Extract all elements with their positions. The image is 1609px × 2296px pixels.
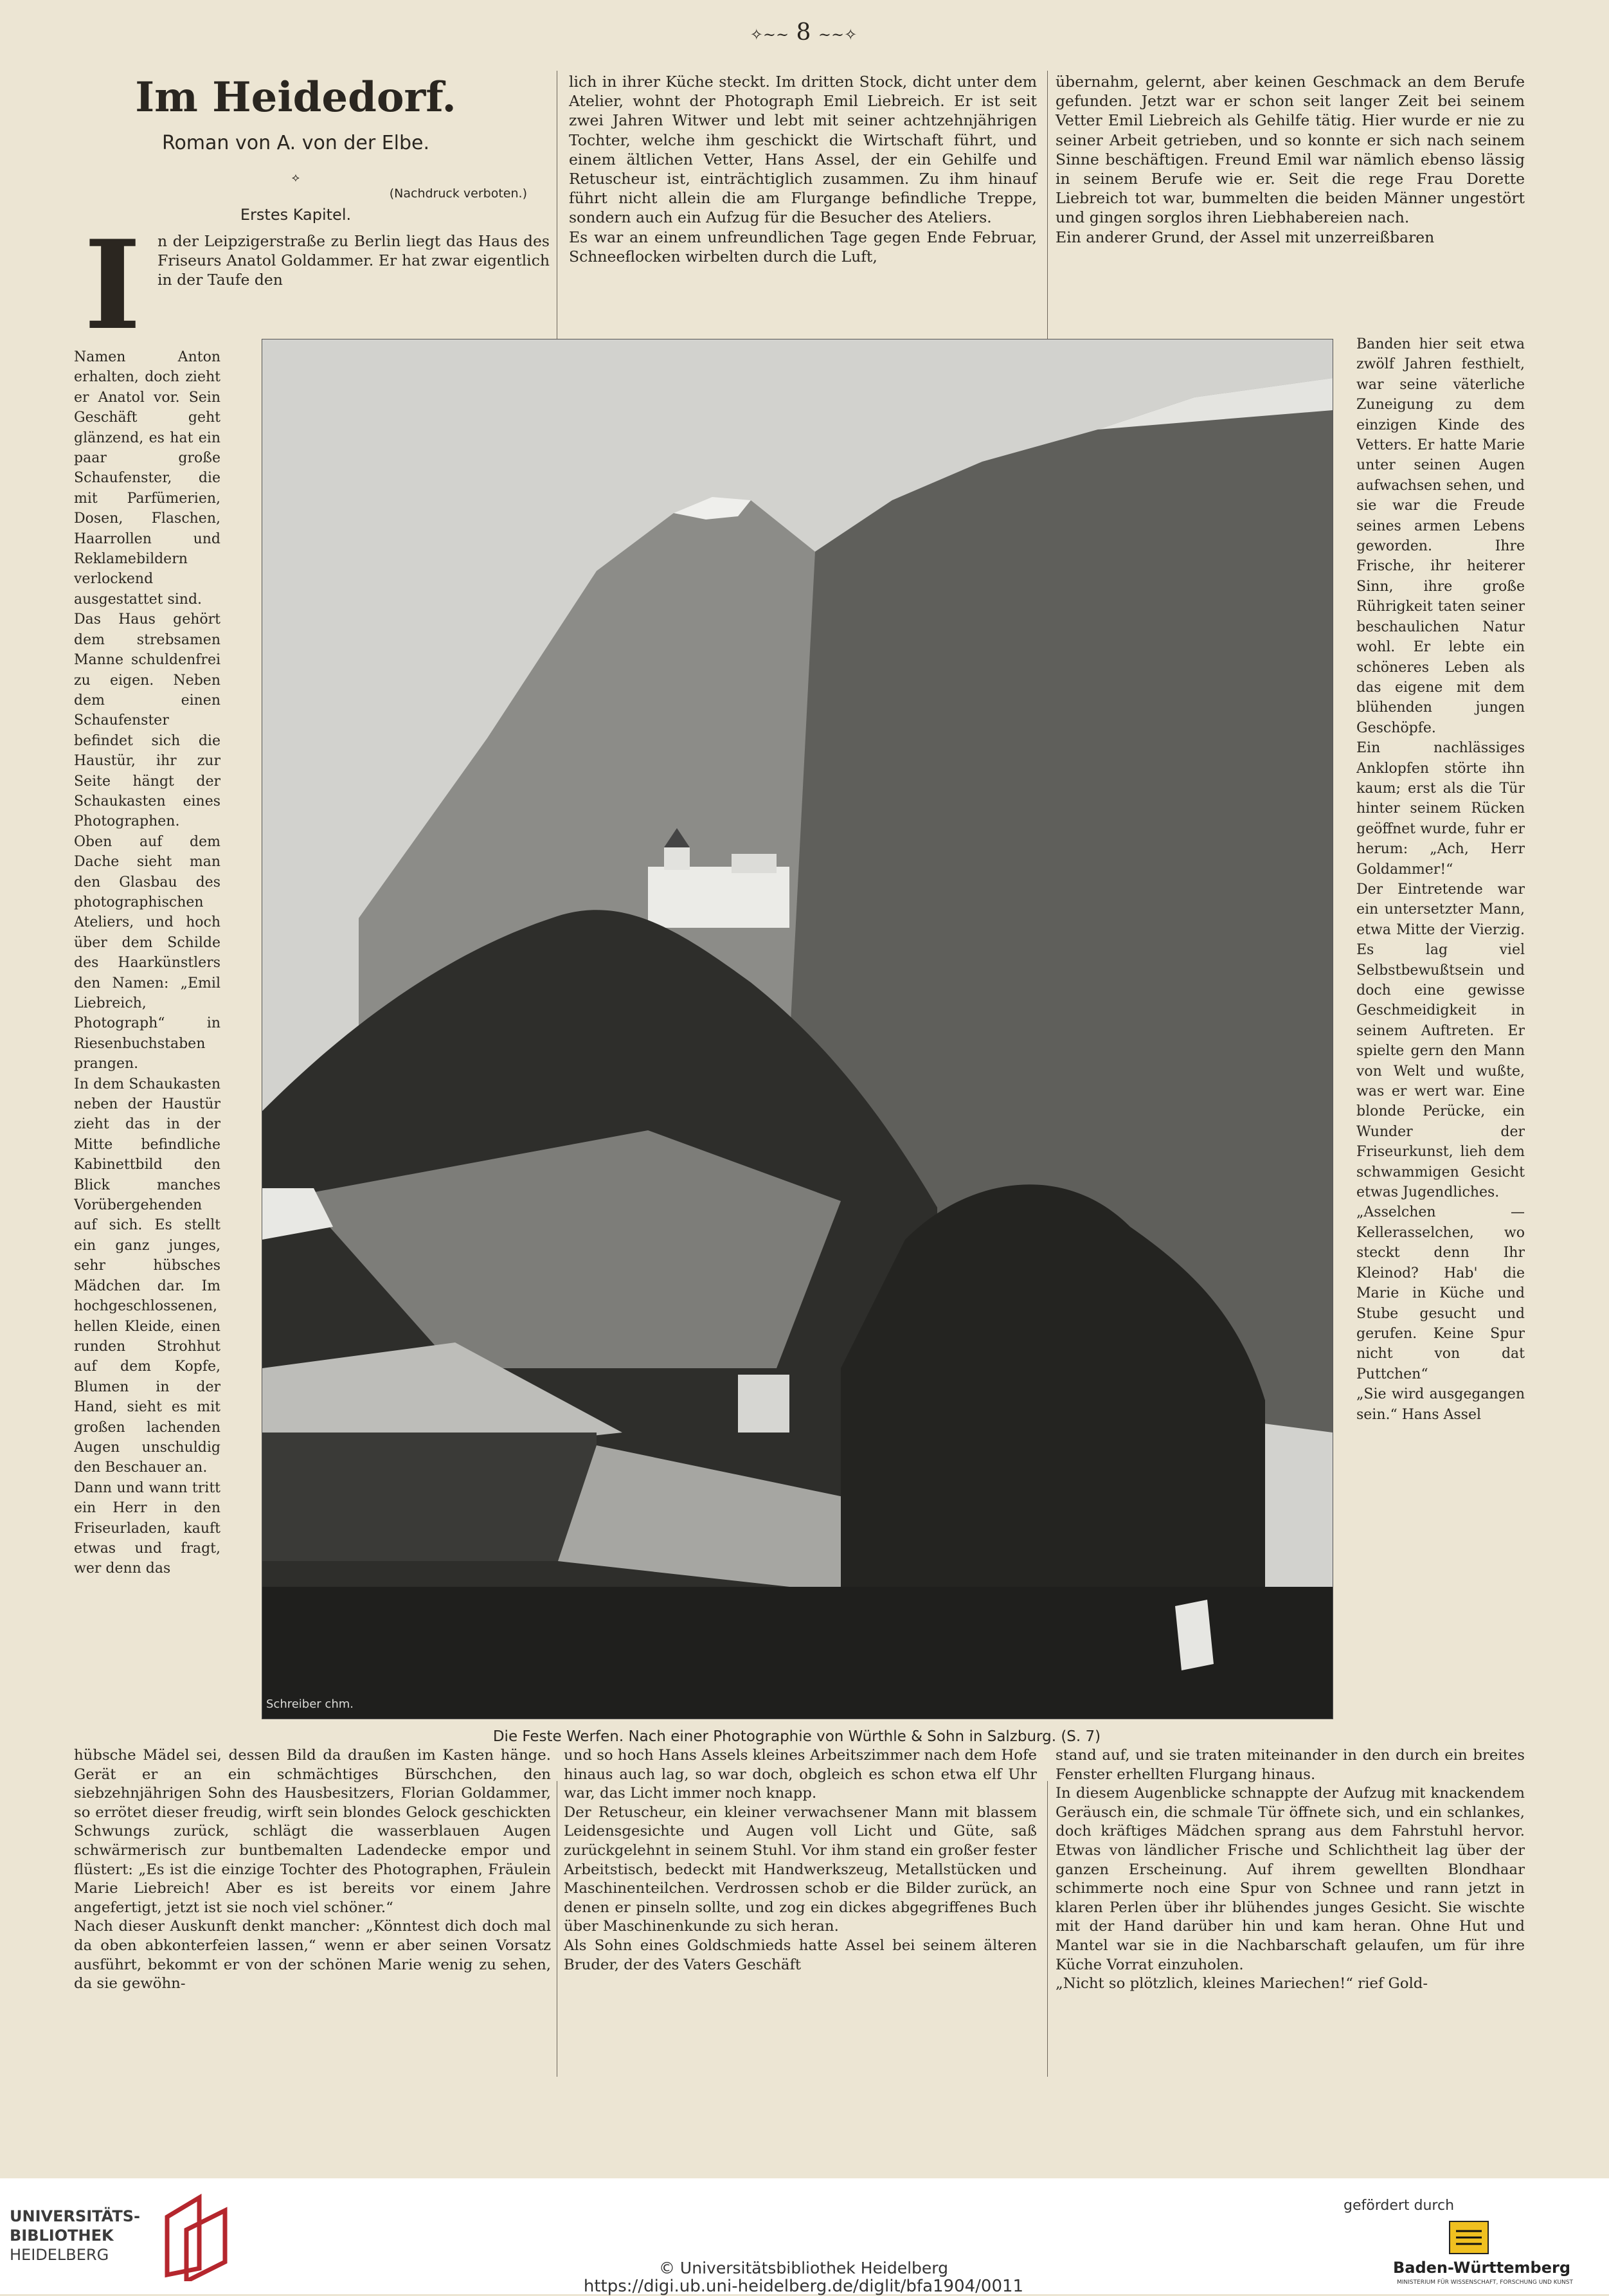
foreground-shape [262, 1587, 1333, 1719]
page-number: 8 [796, 19, 811, 46]
state-coat-of-arms-icon [1446, 2218, 1491, 2257]
drop-cap: I [84, 213, 141, 357]
copyright-note: (Nachdruck verboten.) [389, 186, 527, 201]
article-title: Im Heidedorf. [135, 73, 456, 122]
column-1-intro-text: n der Leipzigerstraße zu Berlin liegt das Haus des Friseurs Anatol Goldammer. Er hat zwar eigentlich in der Taufe den [157, 232, 550, 289]
column-2-bottom-text: und so hoch Hans Assels kleines Arbeitszimmer nach dem Hofe hinaus auch lag, so war doch, obgleich es schon etwa elf Uhr war, das Licht immer noch knapp. Der Retuscheur, ein kleiner verwachsener Mann mit blassem Leidensgesichte und Augen voll Licht und Güte, saß zurückgelehnt in seinem Stuhl. Vor ihm stand ein großer fester Arbeitstisch, bedeckt mit Handwerkszeug, Metallstücken und Maschinenteilchen. Verdrossen schob er die Bilder zurück, an denen er pinseln sollte, und zog ein dickes abgegriffenes Buch über Maschinenkunde zu sich heran. Als Sohn eines Goldschmieds hatte Assel bei seinem älteren Bruder, der des Vaters Geschäft [564, 1747, 1037, 1973]
column-3-top-text: übernahm, gelernt, aber keinen Geschmack an dem Berufe gefunden. Jetzt war er schon seit langer Zeit bei seinem Vetter Emil Liebreich als Gehilfe tätig. Hier wurde er nie zu seiner Arbeit getrieben, und so konnte er sich nach seinem Sinne beschäftigen. Freund Emil war nämlich ebenso lässig in seinem Berufe wie er. Seit die rege Frau Dorette Liebreich tot war, bummelten die beiden Männer ungestört und gingen sorglos ihren Liebhabereien nach. Ein anderer Grund, der Assel mit unzerreißbaren [1056, 73, 1525, 246]
viewer-footer [0, 2178, 1609, 2294]
page-number-ornament-right: ~~✧ [818, 26, 858, 44]
page-number-line [726, 19, 881, 51]
ornament-divider: ⟡ [292, 171, 300, 185]
library-name-line3: HEIDELBERG [10, 2246, 109, 2264]
article-subtitle: Roman von A. von der Elbe. [161, 132, 430, 154]
page-number-ornament-left: ✧~~ [750, 26, 789, 44]
library-logo-icon [161, 2191, 231, 2281]
column-rule-4 [1047, 1781, 1048, 2077]
state-name: Baden-Württemberg [1392, 2259, 1570, 2277]
funding-label: gefördert durch [1344, 2198, 1455, 2214]
permalink[interactable]: https://digi.ub.uni-heidelberg.de/diglit/bfa1904/0011 [583, 2277, 1024, 2296]
landscape-illustration [262, 339, 1333, 1719]
library-name-block [10, 2207, 157, 2264]
copyright-line: © Universitätsbibliothek Heidelberg [658, 2259, 948, 2277]
column-1-narrow-text: Namen Anton erhalten, doch zieht er Anatol vor. Sein Geschäft geht glänzend, es hat ein paar große Schaufenster, die mit Parfümerien, Dosen, Flaschen, Haarrollen und Reklamebildern verlockend ausgestattet sind. Das Haus gehört dem strebsamen Manne schuldenfrei zu eigen. Neben dem einen Schaufenster befindet sich die Haustür, ihr zur Seite hängt der Schaukasten eines Photographen. Oben auf dem Dache sieht man den Glasbau des photographischen Ateliers, und hoch über dem Schilde des Haarkünstlers den Namen: „Emil Liebreich, Photograph“ in Riesenbuchstaben prangen. In dem Schaukasten neben der Haustür zieht das in der Mitte befindliche Kabinettbild den Blick manches Vorübergehenden auf sich. Es stellt ein ganz junges, sehr hübsches Mädchen dar. Im hochgeschlossenen, hellen Kleide, einen runden Strohhut auf dem Kopfe, Blumen in der Hand, sieht es mit großen lachenden Augen unschuldig den Beschauer an. Dann und wann tritt ein Herr in den Friseurladen, kauft etwas und fragt, wer denn das [74, 349, 220, 1577]
column-rule-2 [1047, 71, 1048, 341]
photograph-feste-werfen [262, 339, 1333, 1719]
ministry-name: MINISTERIUM FÜR WISSENSCHAFT, FORSCHUNG UND KUNST [1397, 2279, 1573, 2286]
photograph-signature: Schreiber chm. [266, 1697, 354, 1711]
laundry-shape [1175, 1600, 1214, 1670]
chapter-heading: Erstes Kapitel. [240, 206, 352, 224]
column-3-narrow-text: Banden hier seit etwa zwölf Jahren festhielt, war seine väterliche Zuneigung zu dem einzigen Kinde des Vetters. Er hatte Marie unter seinen Augen aufwachsen sehen, und sie war die Freude seines armen Lebens geworden. Ihre Frische, ihr heiterer Sinn, ihre große Rührigkeit taten seiner beschaulichen Natur wohl. Er lebte ein schöneres Leben als das eigene mit dem blühenden jungen Geschöpfe. Ein nachlässiges Anklopfen störte ihn kaum; erst als die Tür hinter seinem Rücken geöffnet wurde, fuhr er herum: „Ach, Herr Goldammer!“ Der Eintretende war ein untersetzter Mann, etwa Mitte der Vierzig. Es lag viel Selbstbewußtsein und doch eine gewisse Geschmeidigkeit in seinem Auftreten. Er spielte gern den Mann von Welt und wußte, was er wert war. Eine blonde Perücke, ein Wunder der Friseurkunst, lieh dem schwammigen Gesicht etwas Jugendliches. „Asselchen — Kellerasselchen, wo steckt denn Ihr Kleinod? Hab' die Marie in Küche und Stube gesucht und gerufen. Keine Spur nicht von dat Puttchen“ „Sie wird ausgegangen sein.“ Hans Assel [1356, 336, 1525, 1423]
library-name-line1: UNIVERSITÄTS- [10, 2207, 141, 2225]
library-name-line2: BIBLIOTHEK [10, 2227, 114, 2245]
column-2-top-text: lich in ihrer Küche steckt. Im dritten Stock, dicht unter dem Atelier, wohnt der Photograph Emil Liebreich. Er ist seit zwei Jahren Witwer und lebt mit seiner achtzehnjährigen Tochter, welche ihm geschickt die Wirtschaft führt, und einem ältlichen Vetter, Hans Assel, der ein Gehilfe und Retuscheur ist, einträchtiglich zusammen. Zu ihm hinauf führt nicht allein die am Flurgange befindliche Treppe, sondern auch ein Aufzug für die Besucher des Ateliers. Es war an einem unfreundlichen Tage gegen Ende Februar, Schneeflocken wirbelten durch die Luft, [569, 73, 1037, 266]
photo-caption: Die Feste Werfen. Nach einer Photographie von Würthle & Sohn in Salzburg. (S. 7) [492, 1728, 1101, 1745]
column-1-bottom-text: hübsche Mädel sei, dessen Bild da draußen im Kasten hänge. Gerät er an ein schmächtiges Bürschchen, den siebzehnjährigen Sohn des Hausbesitzers, Florian Goldammer, so errötet dieser freudig, wirft sein blondes Gelock geschickten Schwungs zurück, schlägt die wasserblauen Augen schwärmerisch zur buntbemalten Ladendecke empor und flüstert: „Es ist die einzige Tochter des Photographen, Fräulein Marie Liebreich! Aber es ist bereits vor einem Jahre angefertigt, jetzt ist sie noch viel schöner.“ Nach dieser Auskunft denkt mancher: „Könntest dich doch mal da oben abkonterfeien lassen,“ wenn er aber seinen Vorsatz ausführt, bekommt er von der schönen Marie wenig zu sehen, da sie gewöhn- [74, 1747, 551, 1993]
column-3-bottom-text: stand auf, und sie traten miteinander in den durch ein breites Fenster erhellten Flurgang hinaus. In diesem Augenblicke schnappte der Aufzug mit knackendem Geräusch ein, die schmale Tür öffnete sich, und ein schlankes, doch kräftiges Mädchen sprang aus dem Fahrstuhl hervor. Etwas von ländlicher Frische und Schlichtheit lag über der ganzen Erscheinung. Auf ihrem gewellten Blondhaar schimmerte noch eine Spur von Schnee und rann jetzt in klaren Perlen über ihr blühendes junges Gesicht. Sie wischte mit der Hand darüber hin und kam heran. Ohne Hut und Mantel war sie in die Nachbarschaft gelaufen, um für ihre Küche Vorrat einzuholen. „Nicht so plötzlich, kleines Mariechen!“ rief Gold- [1056, 1747, 1525, 1993]
